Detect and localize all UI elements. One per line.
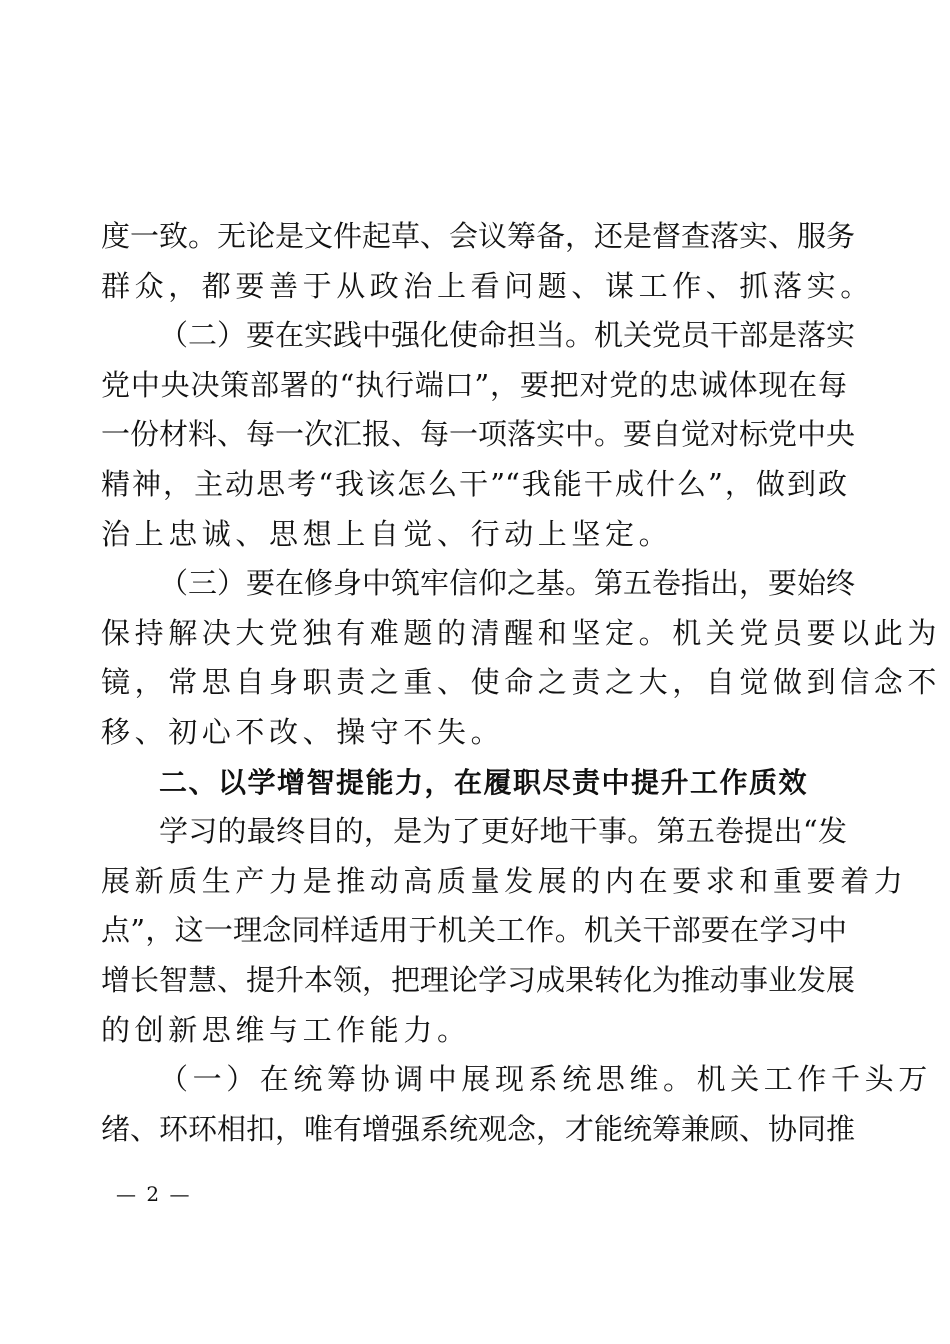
paragraph-line: 治上忠诚、思想上自觉、行动上坚定。 (101, 516, 673, 551)
subheading-line: （二）要在实践中强化使命担当。机关党员干部是落实 (159, 318, 856, 353)
paragraph-line: 精神，主动思考“我该怎么干”“我能干成什么”，做到政 (101, 466, 847, 501)
paragraph-line: 展新质生产力是推动高质量发展的内在要求和重要着力 (101, 863, 908, 898)
paragraph-line: 一份材料、每一次汇报、每一项落实中。要自觉对标党中央 (101, 417, 856, 452)
paragraph-line: 保持解决大党独有难题的清醒和坚定。机关党员要以此为 (101, 615, 942, 650)
paragraph-line: 镜，常思自身职责之重、使命之责之大，自觉做到信念不 (101, 665, 942, 700)
paragraph-line: 学习的最终目的，是为了更好地干事。第五卷提出“发 (159, 814, 847, 849)
page-number: — 2 — (116, 1182, 192, 1206)
subheading-line: （一）在统筹协调中展现系统思维。机关工作千头万 (159, 1062, 932, 1097)
paragraph-line: 移、初心不改、操守不失。 (101, 714, 505, 749)
paragraph-line: 度一致。无论是文件起草、会议筹备，还是督查落实、服务 (101, 219, 856, 253)
paragraph-line: 增长智慧、提升本领，把理论学习成果转化为推动事业发展 (101, 962, 856, 997)
subheading-line: （三）要在修身中筑牢信仰之基。第五卷指出，要始终 (159, 566, 856, 601)
paragraph-line: 群众，都要善于从政治上看问题、谋工作、抓落实。 (101, 268, 874, 303)
paragraph-line: 点”，这一理念同样适用于机关工作。机关干部要在学习中 (101, 913, 847, 948)
section-heading: 二、以学增智提能力，在履职尽责中提升工作质效 (159, 765, 809, 799)
paragraph-line: 绪、环环相扣，唯有增强系统观念，才能统筹兼顾、协同推 (101, 1111, 856, 1146)
document-body (101, 212, 942, 1154)
paragraph-line: 的创新思维与工作能力。 (101, 1012, 471, 1047)
paragraph-line: 党中央决策部署的“执行端口”，要把对党的忠诚体现在每 (101, 367, 847, 402)
